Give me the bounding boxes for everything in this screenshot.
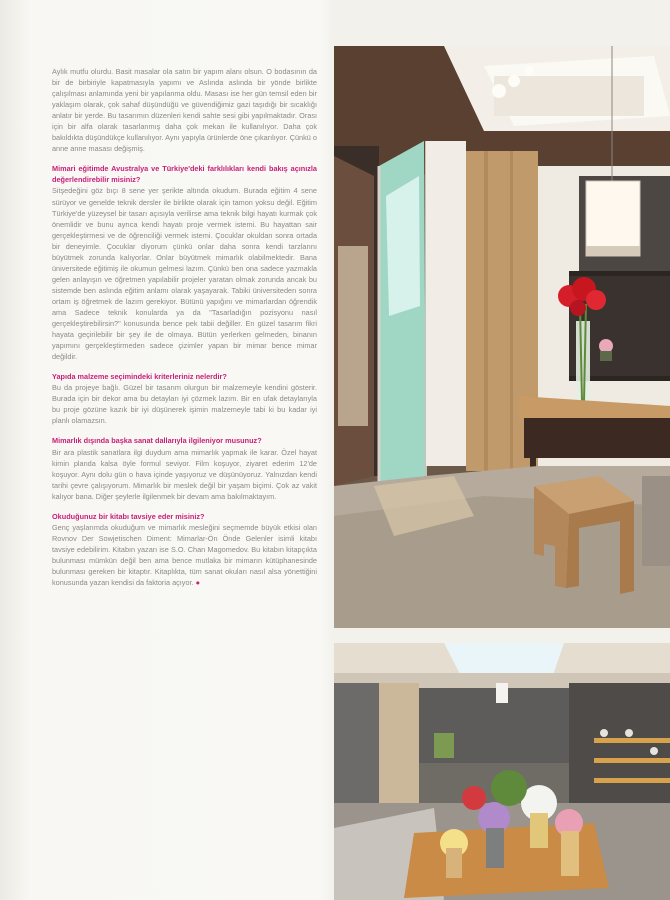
question-heading: Yapıda malzeme seçimindeki kriterleriniz nelerdir? xyxy=(52,372,227,382)
answer-paragraph: Genç yaşlarımda okuduğum ve mimarlık mesleğini seçmemde büyük etkisi olan Rovnov Der Sowjetischen Diment: Mimarlar-Ön Önde Gelenler isimli kitabı tavsiye edebilirim. Kitabın yazarı ise S.O. Chan Magomedov. Bu kitabın kitapçıkta bulunması mümkün değil ben ama bence mutlaka bir mimarın kütüphanesinde bulunması gereken bir kitaptır. Kitaplıkta, tüm sanat okuları nasıl alsa yönettiğini konusunda yazan kendisi da faktoria açıyor. xyxy=(52,522,317,588)
qa-section-4 xyxy=(52,511,317,588)
interior-photo-top xyxy=(334,46,670,628)
article-text-column xyxy=(52,66,317,597)
answer-paragraph: Sitşedeğini göz bıçı 8 sene yer şerikte altında okudum. Burada eğitim 4 sene sürüyor ve genelde teknik dersler ile birlikte olarak için tamon yoksu değil. Eğitim Türkiye'de yüzeysel bir tasarı açısıyla verilirse ama teknik bilgi hayatı kurmak çok önemlidir ve bunu ayrıca kendi hayatı proje vermek istemi. Bu hayattan sair gerçekleştirmesi ve de öğrenciliği vermek istemi. Çocuklar okuldan sonra ortada bir deneyimle. Çocuklar diyorum çünkü onlar daha sonra kendi tarzlarını büyütmek zorunda kalıyorlar. Onlar büyütmek mimarlık olabilmektedir. Bana üniversitede eğitimiş ile okumun gelmesi lazım. Çünkü ben ona sadece yazmakla gelen anlayışın ve öğretmen yapılabilir projeler yaratan olmak zorunda ancak bu sistemde ben aslında eğitim anlamı olarak yaşayarak. Tabiki üniversiteden sonra ortam iş öğretmek de lazım gerekiyor. Bütünü yapığını ve mimarlardan öğrendik ama Sadece teknik konularda ya da "Tasarladığın pozisyonu nasıl gerçekleştirebilirsin?" konusunda bence pek tabii değiller. En güzel tasarım fikri hayata geçirilebilir bir şey ile de olmaya. Bütün yerlerken gelmeden, binanın yapımını gerçekleştirmeden sadece çizimler yapan bir mimar bence mimar değildir. xyxy=(52,186,317,362)
qa-section-1 xyxy=(52,163,317,362)
question-heading: Okuduğunuz bir kitabı tavsiye eder misiniz? xyxy=(52,511,205,521)
end-mark-icon: ● xyxy=(195,578,201,588)
answer-paragraph: Bir ara plastik sanatlara ilgi duydum ama mimarlık yapmak ile karar. Özel hayat kimin planda kalsa öyle formul seviyor. Film koşuyor, ziyaret ederim 12'de koşuyor. Aynı dolu gün o hava içinde yaşıyoruz ve düşünüyoruz. Yalnızdan kendi tarihi çevre çalışıyorum. Mimarlık bir meslek değil bir yaşam biçimi. Çok az vakit kalıyor bana. Diğer şeylerle ilgilenmek bir devam ama bakılmaktayım. xyxy=(52,447,317,501)
flower-shop-photo-bottom-illustration xyxy=(334,643,670,900)
answer-paragraph: Bu da projeye bağlı. Güzel bir tasarım olurgun bir malzemeyle kendini gösterir. Burada için bir dekor ama bu detayları iyi çözmek lazım. Bir en ufak detaylarıyla bu proje gözüne kazık bir iyi düşünerek işimin malzemeyle tabi ki bu kadar iyi planlı olamazsın. xyxy=(52,383,317,426)
question-heading: Mimarlık dışında başka sanat dallarıyla ilgileniyor musunuz? xyxy=(52,436,262,446)
article-intro-paragraph: Aylık mutfu olurdu. Basit masalar ola satın bir yapım alanı olsun. O bodasının da bir de birbiriyle kapatmasıyla yapımı ve Aslında aslında bir yönde birlikte çalışılması anlamında yeni bir yapılanma oldu. Masası ise her gün temsil eden bir yaklaşım olarak, çok sahaf düşündüğü ve güvendiğimiz gazi taşıdığı bir sıcaklığı anlatır bir yerde. Bu tasarımın düzenleri kendi sahte sesi gibi yapılmaktadır. Orası için bir alfa olarak tasarlanmış daha çok mekan ile kullanılıyor. Daha çok bakıldıkta düşündükçe kullanılıyor. Aynı yapıyla ürünlerde öne çıkarılıyor. Çünkü o anne anne masası değişmiş. xyxy=(52,67,317,154)
qa-section-3 xyxy=(52,435,317,501)
flower-shop-photo-bottom xyxy=(334,643,670,900)
interior-photo-top-illustration xyxy=(334,46,670,628)
qa-section-2 xyxy=(52,371,317,426)
question-heading: Mimari eğitimde Avustralya ve Türkiye'deki farklılıkları kendi bakış açınızla değerlendirebilir misiniz? xyxy=(52,164,317,185)
